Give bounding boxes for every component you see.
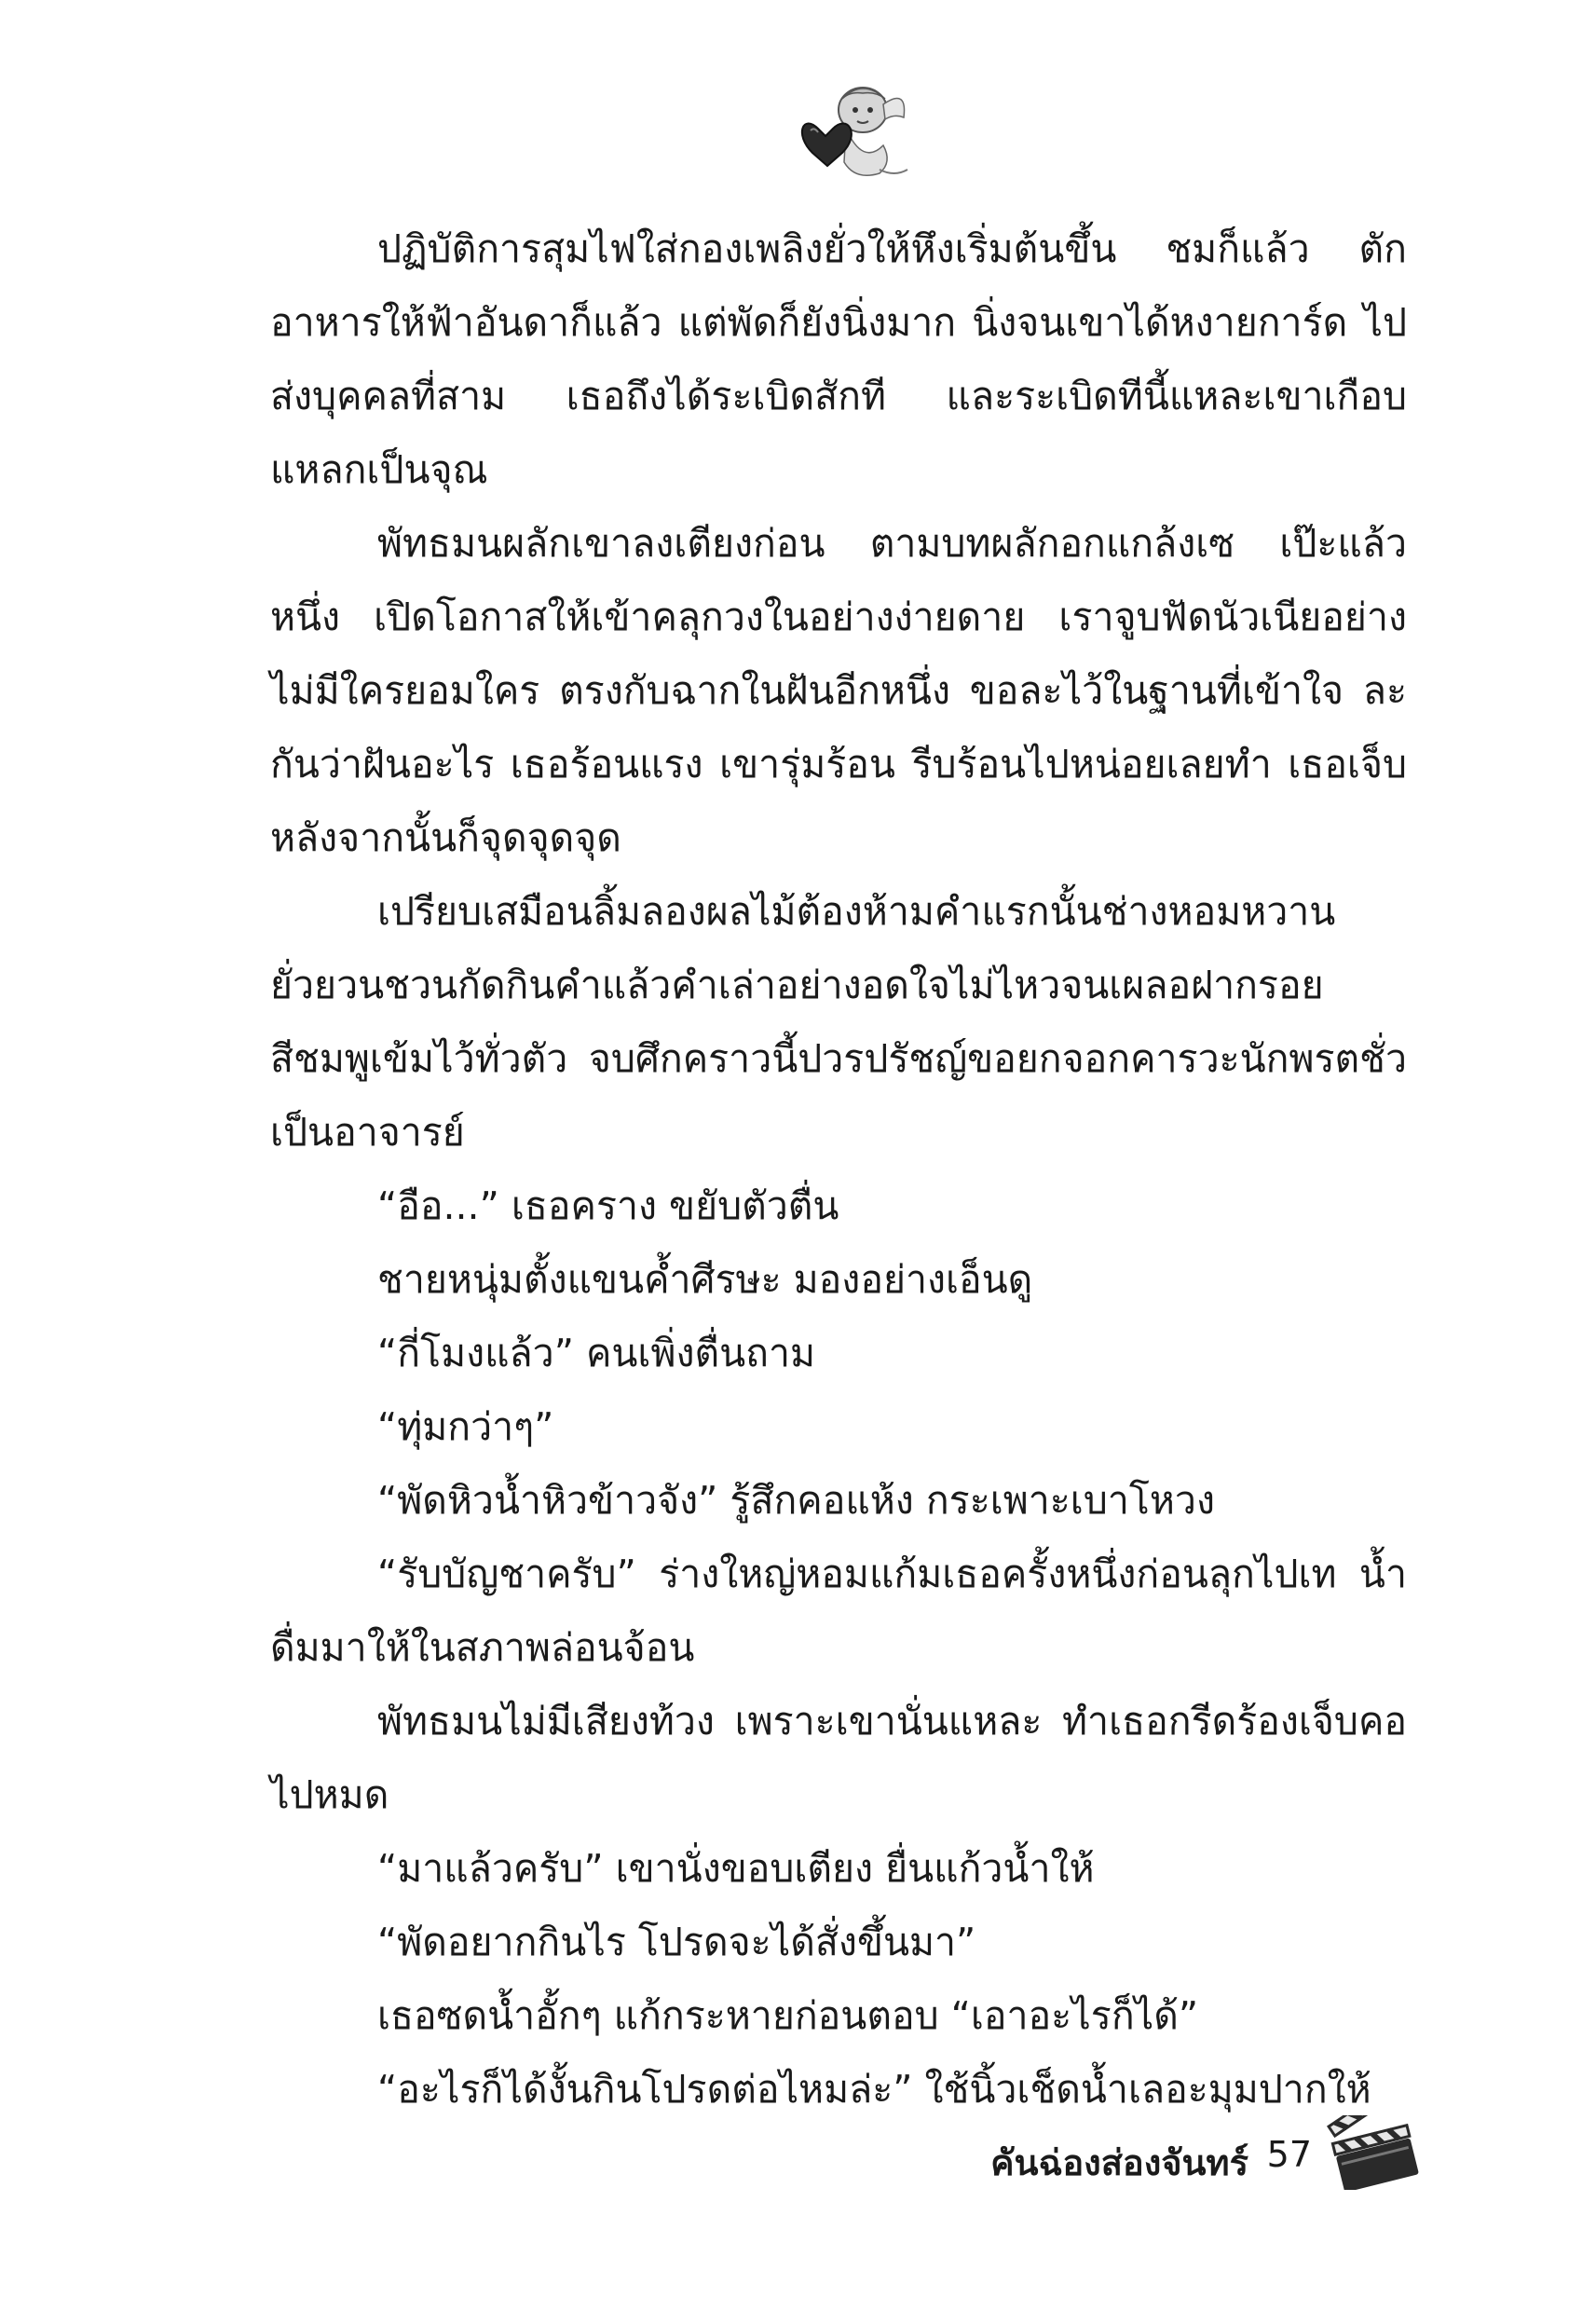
dialogue-line: “อือ...” เธอคราง ขยับตัวตื่น xyxy=(377,1183,839,1228)
dialogue-line: “อะไรก็ได้งั้นกินโปรดต่อไหมล่ะ” ใช้นิ้วเช็ดน้ำเลอะมุมปากให้ xyxy=(377,2067,1371,2112)
paragraph: ปฏิบัติการสุมไฟใส่กองเพลิงยั่วให้หึงเริ่มต้นขึ้น ชมก็แล้ว ตักอาหารให้ฟ้าอันดาก็แล้ว แต่พัดก็ยังนิ่งมาก นิ่งจนเขาได้หงายการ์ด ไปส่งบุคคลที่สาม เธอถึงได้ระเบิดสักที และระเบิดทีนี้แหละเขาเกือบ แหลกเป็นจุณ xyxy=(270,226,1407,492)
paragraph: เปรียบเสมือนลิ้มลองผลไม้ต้องห้ามคำแรกนั้นช่างหอมหวาน ยั่วยวนชวนกัดกินคำแล้วคำเล่าอย่างอดใจไม่ไหวจนเผลอฝากรอย สีชมพูเข้มไว้ทั่วตัว จบศึกคราวนี้ปวรปรัชญ์ขอยกจอกคารวะนักพรตชั่ว เป็นอาจารย์ xyxy=(270,889,1407,1155)
page-footer xyxy=(941,2115,1425,2199)
paragraph: พัทธมนผลักเขาลงเตียงก่อน ตามบทผลักอกแกล้งเซ เป๊ะแล้ว หนึ่ง เปิดโอกาสให้เข้าคลุกวงในอย่างง่ายดาย เราจูบฟัดนัวเนียอย่าง ไม่มีใครยอมใคร ตรงกับฉากในฝันอีกหนึ่ง ขอละไว้ในฐานที่เข้าใจ ละกันว่าฝันอะไร เธอร้อนแรง เขารุ่มร้อน รีบร้อนไปหน่อยเลยทำ เธอเจ็บ หลังจากนั้นก็จุดจุดจุด xyxy=(270,521,1407,860)
dialogue-line: “ทุ่มกว่าๆ” xyxy=(377,1404,554,1449)
narration-line: เธอซดน้ำอั้กๆ แก้กระหายก่อนตอบ “เอาอะไรก็ได้” xyxy=(377,1993,1199,2038)
narration-line: ชายหนุ่มตั้งแขนค้ำศีรษะ มองอย่างเอ็นดู xyxy=(377,1257,1033,1302)
dialogue-line: “พัดหิวน้ำหิวข้าวจัง” รู้สึกคอแห้ง กระเพาะเบาโหวง xyxy=(377,1478,1215,1523)
body-text xyxy=(270,212,1407,2126)
cupid-with-heart-icon xyxy=(790,73,911,185)
paragraph: “รับบัญชาครับ” ร่างใหญ่หอมแก้มเธอครั้งหนึ่งก่อนลุกไปเท น้ำดื่มมาให้ในสภาพล่อนจ้อน xyxy=(270,1552,1407,1670)
dialogue-line: “พัดอยากกินไร โปรดจะได้สั่งขึ้นมา” xyxy=(377,1920,976,1964)
dialogue-line: “กี่โมงแล้ว” คนเพิ่งตื่นถาม xyxy=(377,1331,816,1375)
page-number: 57 xyxy=(1266,2134,1312,2175)
film-clapperboard-icon xyxy=(1323,2115,1425,2190)
dialogue-line: “มาแล้วครับ” เขานั่งขอบเตียง ยื่นแก้วน้ำให้ xyxy=(377,1846,1095,1891)
book-title: คันฉ่องส่องจันทร์ xyxy=(990,2142,1248,2183)
paragraph: พัทธมนไม่มีเสียงท้วง เพราะเขานั่นแหละ ทำเธอกรีดร้องเจ็บคอ ไปหมด xyxy=(270,1699,1407,1817)
